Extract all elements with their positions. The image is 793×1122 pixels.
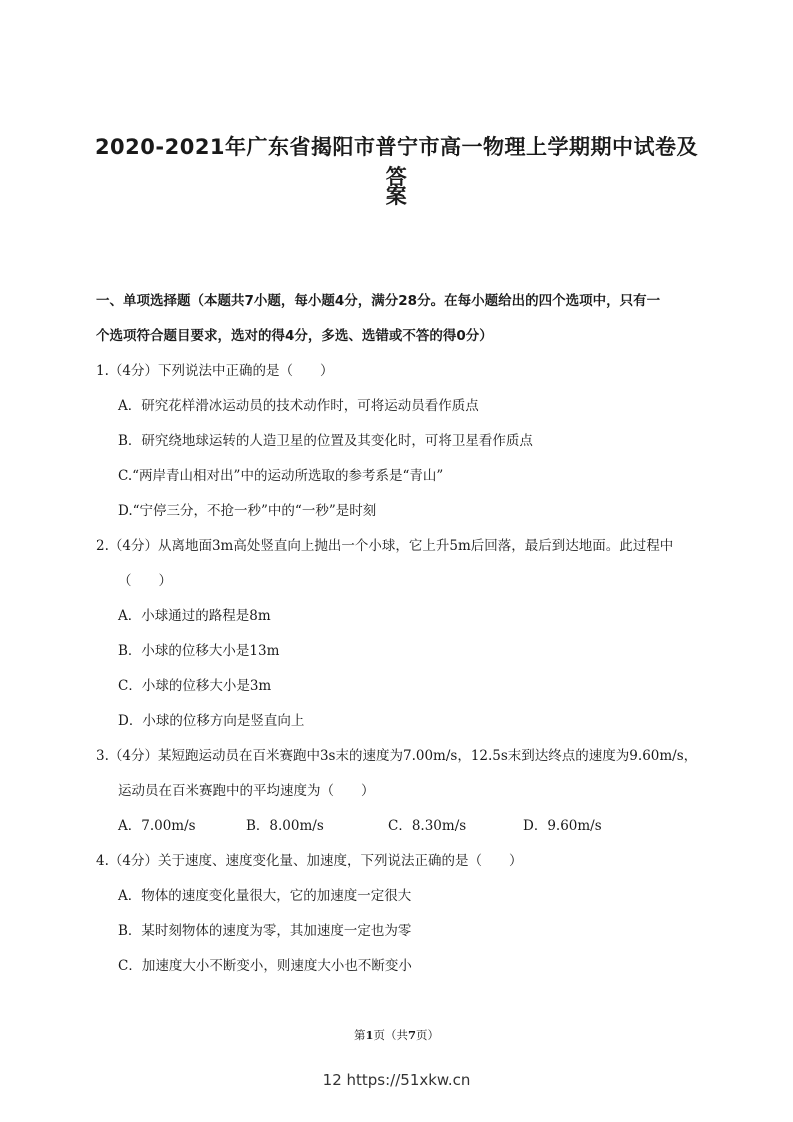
question-1-option-b: B．研究绕地球运转的人造卫星的位置及其变化时，可将卫星看作质点 (118, 433, 533, 449)
footer-prefix: 第 (353, 1028, 366, 1042)
question-4-stem: 4.（4分）关于速度、速度变化量、加速度，下列说法正确的是（ ） (96, 853, 523, 869)
page-footer (0, 1027, 793, 1043)
question-3-option-d: D．9.60m/s (523, 818, 602, 834)
question-2-stem-line1: 2.（4分）从离地面3m高处竖直向上抛出一个小球，它上升5m后回落，最后到达地面。此过程中 (96, 538, 674, 554)
question-3-option-b: B．8.00m/s (246, 818, 324, 834)
question-3-options-row (0, 817, 793, 835)
question-3-option-c: C．8.30m/s (388, 818, 467, 834)
question-4-option-b: B．某时刻物体的速度为零，其加速度一定也为零 (118, 923, 412, 939)
question-2-option-a: A．小球通过的路程是8m (118, 608, 271, 624)
question-2-option-d: D．小球的位移方向是竖直向上 (118, 713, 305, 729)
question-3-stem-line2: 运动员在百米赛跑中的平均速度为（ ） (118, 783, 375, 799)
section-heading-line2: 个选项符合题目要求，选对的得4分，多选、选错或不答的得0分） (96, 328, 493, 344)
question-1-stem: 1.（4分）下列说法中正确的是（ ） (96, 363, 334, 379)
document-title-line1: 2020-2021年广东省揭阳市普宁市高一物理上学期期中试卷及答 (94, 135, 699, 189)
watermark-url: 12 https://51xkw.cn (322, 1071, 471, 1089)
question-1-option-a: A．研究花样滑冰运动员的技术动作时，可将运动员看作质点 (118, 398, 479, 414)
question-4-option-a: A．物体的速度变化量很大，它的加速度一定很大 (118, 888, 412, 904)
question-2-stem-line2: （ ） (118, 573, 172, 589)
footer-total-pages: 7 (408, 1028, 417, 1042)
question-1-option-d: D.“宁停三分，不抢一秒”中的“一秒”是时刻 (118, 503, 377, 519)
question-2-option-c: C．小球的位移大小是3m (118, 678, 272, 694)
footer-suffix: 页） (416, 1028, 440, 1042)
document-title-line2: 案 (385, 184, 408, 208)
question-1-option-c: C.“两岸青山相对出”中的运动所选取的参考系是“青山” (118, 468, 444, 484)
footer-mid: 页（共 (373, 1028, 408, 1042)
question-4-option-c: C．加速度大小不断变小，则速度大小也不断变小 (118, 958, 412, 974)
question-3-option-a: A．7.00m/s (118, 818, 196, 834)
question-3-stem-line1: 3.（4分）某短跑运动员在百米赛跑中3s末的速度为7.00m/s，12.5s末到达终点的速度为9.60m/s， (96, 748, 698, 764)
section-heading-line1: 一、单项选择题（本题共7小题，每小题4分，满分28分。在每小题给出的四个选项中，只有一 (96, 293, 661, 309)
footer-page-number: 1 (365, 1028, 374, 1042)
question-2-option-b: B．小球的位移大小是13m (118, 643, 280, 659)
